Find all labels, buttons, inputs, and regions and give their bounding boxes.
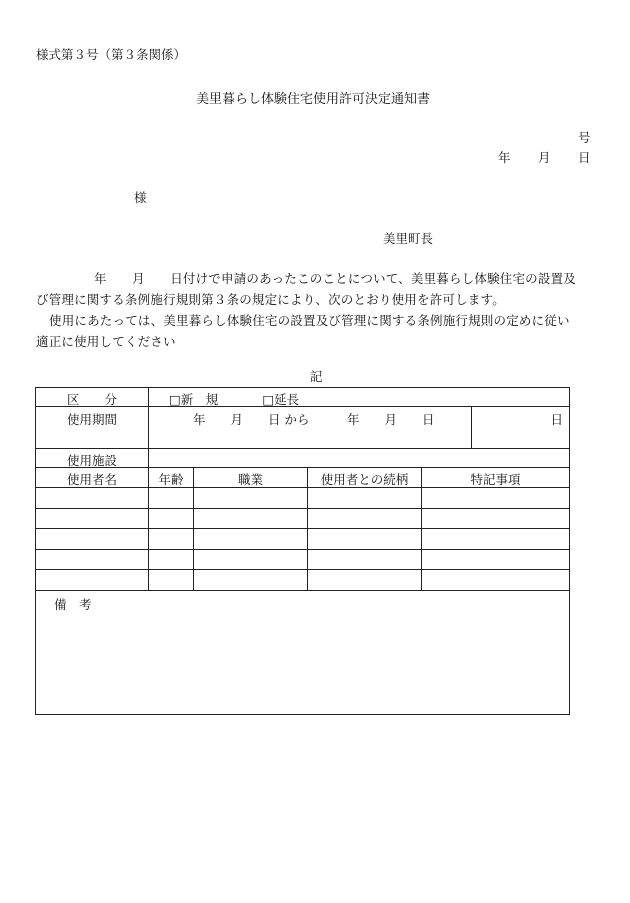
cell-relationship [308,550,422,570]
period-end [472,407,569,448]
notice-paragraph-1 [36,268,576,310]
user-table-header [36,468,569,488]
notice-paragraph-2 [36,310,576,352]
notice-paragraph-1-text: 年 月 日付けで申請のあったこのことについて、美里暮らし体験住宅の設置及び管理に関する条例施行規則第３条の規定により、次のとおり使用を許可します。 [36,271,576,307]
table-row [36,550,569,571]
period-range-text: 年 月 日 から 年 月 日 [193,412,435,427]
col-notes: 特記事項 [470,472,521,487]
cell-user-name [36,570,149,590]
cell-age [149,570,194,590]
cell-user-name [36,509,149,529]
col-occupation: 職業 [194,468,308,487]
date-month: 月 [538,150,551,165]
cell-notes [422,488,569,508]
cell-occupation [194,529,308,549]
checkbox-new[interactable]: □新 規 [169,392,219,407]
cell-occupation [194,550,308,570]
cell-relationship [308,570,422,590]
cell-user-name [36,550,149,570]
cell-notes [422,550,569,570]
cell-age [149,509,194,529]
table-row [36,488,569,509]
cell-age [149,529,194,549]
cell-age [149,550,194,570]
cell-user-name [36,529,149,549]
form-number: 様式第３号（第３条関係） [36,47,187,62]
addressee-suffix: 様 [134,190,147,205]
cell-occupation [194,488,308,508]
document-title: 美里暮らし体験住宅使用許可決定通知書 [196,92,431,107]
date-year: 年 [498,150,511,165]
row-remarks [36,591,569,714]
col-user-name: 使用者名 [36,468,149,487]
row-period [36,407,569,449]
cell-relationship [308,509,422,529]
col-relationship: 使用者との続柄 [308,468,422,487]
cell-notes [422,529,569,549]
col-age: 年齢 [149,468,194,487]
issuer: 美里町長 [383,231,434,246]
table-row [36,529,569,550]
notice-paragraph-2-text: 使用にあたっては、美里暮らし体験住宅の設置及び管理に関する条例施行規則の定めに従い適正に使用してください [36,313,570,349]
cell-occupation [194,509,308,529]
table-row [36,570,569,591]
facility-label: 使用施設 [36,449,149,467]
cell-user-name [36,488,149,508]
remarks-label: 備 考 [54,596,92,612]
cell-notes [422,509,569,529]
cell-relationship [308,488,422,508]
cell-relationship [308,529,422,549]
kubun-options [149,388,569,406]
row-kubun [36,388,569,407]
kubun-label: 区 分 [36,388,149,406]
document-number: 号 [578,130,591,145]
period-range [149,407,472,448]
facility-value [149,449,569,467]
date-day: 日 [578,150,591,165]
checkbox-extend[interactable]: □延長 [262,392,300,407]
ki-heading: 記 [310,369,323,384]
cell-occupation [194,570,308,590]
cell-age [149,488,194,508]
cell-notes [422,570,569,590]
period-end-day: 日 [550,412,563,427]
row-facility [36,449,569,468]
table-row [36,509,569,530]
remarks-cell [36,591,569,714]
permit-table [35,387,570,715]
period-label: 使用期間 [36,407,149,448]
